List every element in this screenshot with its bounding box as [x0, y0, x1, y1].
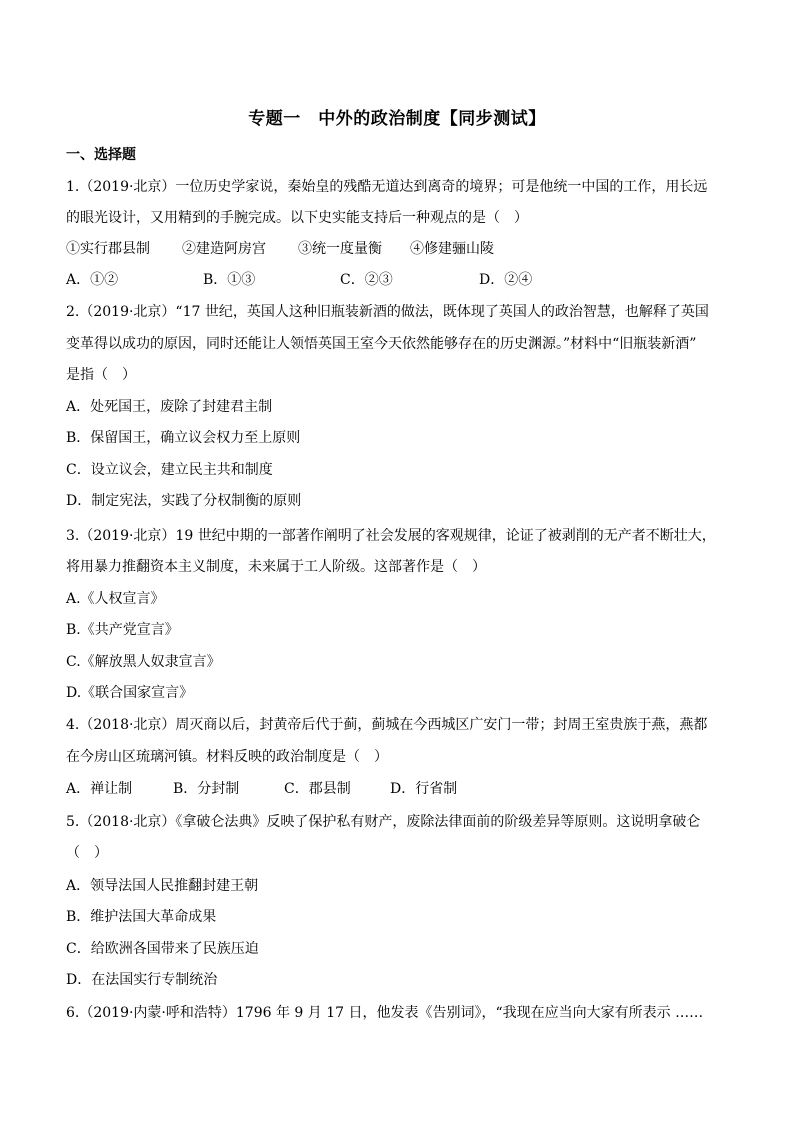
section-heading: 一、选择题 — [66, 147, 136, 163]
q2-option-a: A．处死国王，废除了封建君主制 — [66, 399, 273, 415]
q2-option-b: B．保留国王，确立议会权力至上原则 — [66, 430, 301, 446]
q3-option-d: D.《联合国家宣言》 — [66, 685, 194, 701]
question-4-line-1: 4.（2018·北京）周灭商以后，封黄帝后代于蓟，蓟城在今西城区广安门一带；封周王室贵族于燕，燕都 — [66, 717, 708, 733]
q3-option-b: B.《共产党宣言》 — [66, 622, 179, 638]
q5-option-b: B．维护法国大革命成果 — [66, 909, 217, 925]
q4-option-a: A．禅让制 — [66, 781, 133, 797]
q4-option-b: B．分封制 — [173, 781, 240, 797]
q1-item-1: ①实行郡县制 — [66, 241, 150, 257]
question-2-line-2: 变革得以成功的原因，同时还能让人领悟英国王室今天依然能够存在的历史渊源。”材料中“旧瓶装新酒” — [66, 336, 697, 352]
question-4-line-2: 在今房山区琉璃河镇。材料反映的政治制度是（ ） — [66, 749, 388, 765]
question-1-options — [66, 270, 532, 290]
q1-option-c: C．②③ — [340, 272, 393, 288]
question-4-options — [66, 779, 457, 799]
q5-option-c: C．给欧洲各国带来了民族压迫 — [66, 941, 259, 957]
q2-option-d: D．制定宪法，实践了分权制衡的原则 — [66, 493, 302, 509]
q1-item-3: ③统一度量衡 — [298, 241, 382, 257]
q4-option-c: C．郡县制 — [284, 781, 351, 797]
question-6-line-1: 6.（2019·内蒙·呼和浩特）1796 年 9 月 17 日，他发表《告别词》，“我现在应当向大家有所表示 …… — [66, 1005, 704, 1021]
q1-option-b: B．①③ — [203, 272, 256, 288]
q2-option-c: C．设立议会，建立民主共和制度 — [66, 462, 273, 478]
q3-option-a: A.《人权宣言》 — [66, 591, 165, 607]
q1-option-a: A．①② — [66, 272, 119, 288]
q3-option-c: C.《解放黑人奴隶宣言》 — [66, 654, 221, 670]
question-3-line-2: 将用暴力推翻资本主义制度，未来属于工人阶级。这部著作是（ ） — [66, 559, 486, 575]
question-1-line-1: 1.（2019·北京）一位历史学家说，秦始皇的残酷无道达到离奇的境界；可是他统一中国的工作，用长远 — [66, 179, 708, 195]
question-1-items — [66, 239, 494, 259]
question-5-line-1: 5.（2018·北京）《拿破仑法典》反映了保护私有财产，废除法律面前的阶级差异等原则。这说明拿破仑 — [66, 814, 701, 830]
question-1-line-2: 的眼光设计，又用精到的手腕完成。以下史实能支持后一种观点的是（ ） — [66, 210, 528, 226]
question-5-line-2: （ ） — [66, 845, 108, 861]
q4-option-d: D．行省制 — [390, 781, 458, 797]
question-2-line-3: 是指（ ） — [66, 367, 136, 383]
q1-item-4: ④修建骊山陵 — [410, 241, 494, 257]
q1-item-2: ②建造阿房宫 — [182, 241, 266, 257]
question-2-line-1: 2.（2019·北京）“17 世纪，英国人这种旧瓶装新酒的做法，既体现了英国人的政治智慧，也解释了英国 — [66, 304, 709, 320]
q5-option-d: D．在法国实行专制统治 — [66, 972, 218, 988]
question-3-line-1: 3.（2019·北京）19 世纪中期的一部著作阐明了社会发展的客观规律，论证了被剥削的无产者不断壮大， — [66, 528, 716, 544]
q5-option-a: A．领导法国人民推翻封建王朝 — [66, 878, 259, 894]
page-title: 专题一 中外的政治制度【同步测试】 — [248, 109, 546, 129]
q1-option-d: D．②④ — [479, 272, 533, 288]
